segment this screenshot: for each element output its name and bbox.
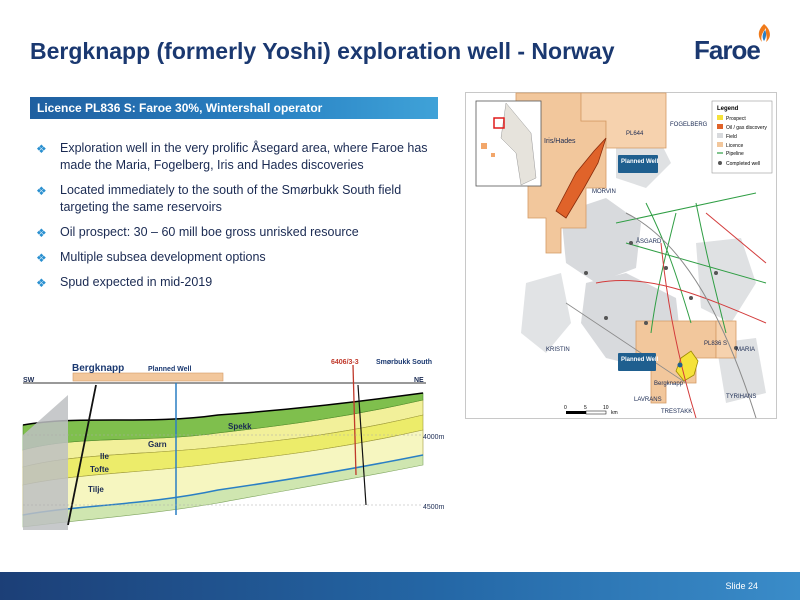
list-item: ❖ Multiple subsea development options — [36, 250, 266, 265]
diamond-bullet-icon: ❖ — [36, 142, 47, 156]
formation-garn: Garn — [148, 440, 167, 449]
section-well-6406: 6406/3-3 — [331, 359, 359, 366]
list-item: ❖ Oil prospect: 30 – 60 mill boe gross unrisked resource — [36, 225, 359, 240]
scale-0: 0 — [564, 405, 567, 411]
legend-item: Licence — [726, 143, 744, 149]
legend-item: Completed well — [726, 161, 761, 167]
section-planned-well: Planned Well — [148, 366, 192, 373]
formation-tilje: Tilje — [88, 485, 104, 494]
map-label-pl644: PL644 — [626, 131, 644, 137]
scale-5: 5 — [584, 405, 587, 411]
map-label-pl836s: PL836 S — [704, 341, 728, 347]
planned-well-north: Planned Well — [621, 159, 659, 165]
formation-spekk: Spekk — [228, 422, 252, 431]
legend-item: Field — [726, 134, 737, 140]
map-label-fogelberg: FOGELBERG — [670, 122, 708, 128]
depth-4500: 4500m — [423, 504, 445, 511]
list-item: ❖ Exploration well in the very prolific Åsegard area, where Faroe has made the Maria, Fogelberg, Iris and Hades discoveries — [36, 141, 428, 172]
logo-text: Faroe — [694, 35, 760, 65]
cross-section-graphic — [18, 355, 445, 530]
slide-title: Bergknapp (formerly Yoshi) exploration well - Norway — [30, 38, 615, 64]
map-label-lavrans: LAVRANS — [634, 397, 662, 403]
slide-number: Slide 24 — [725, 581, 758, 591]
map-graphic — [466, 93, 776, 418]
licence-map — [465, 92, 777, 419]
scale-10: 10 — [603, 405, 609, 411]
list-item: ❖ Located immediately to the south of the Smørbukk South field targeting the same reservoirs — [36, 183, 402, 214]
bullet-list — [36, 140, 436, 299]
cross-section — [18, 355, 445, 530]
depth-4000: 4000m — [423, 434, 445, 441]
map-label-maria: MARIA — [736, 347, 756, 353]
licence-banner — [30, 97, 438, 119]
formation-tofte: Tofte — [90, 465, 109, 474]
section-smorbukk-south: Smørbukk South — [376, 359, 433, 366]
flame-icon — [754, 22, 774, 48]
diamond-bullet-icon: ❖ — [36, 276, 47, 290]
footer-bar — [0, 572, 800, 600]
formation-ile: Ile — [100, 452, 109, 461]
section-sw: SW — [23, 377, 35, 384]
map-label-iris-hades: Iris/Hades — [544, 138, 576, 145]
map-label-bergknapp: Bergknapp — [654, 381, 684, 387]
map-label-kristin: KRISTIN — [546, 347, 570, 353]
scale-unit: km — [611, 410, 618, 416]
legend-item: Pipeline — [726, 151, 744, 157]
list-item: ❖ Spud expected in mid-2019 — [36, 275, 213, 290]
planned-well-south: Planned Well — [621, 357, 659, 363]
map-label-tyrihans: TYRIHANS — [726, 394, 757, 400]
faroe-logo — [694, 22, 774, 70]
legend-item: Prospect — [726, 116, 746, 122]
legend-title: Legend — [717, 106, 739, 112]
section-bergknapp: Bergknapp — [72, 363, 125, 374]
diamond-bullet-icon: ❖ — [36, 226, 47, 240]
legend-item: Oil / gas discovery — [726, 125, 767, 131]
diamond-bullet-icon: ❖ — [36, 184, 47, 198]
map-label-trestakk: TRESTAKK — [661, 409, 693, 415]
map-label-asgard: ÅSGARD — [636, 239, 662, 245]
map-label-morvin: MORVIN — [592, 189, 616, 195]
section-ne: NE — [414, 377, 424, 384]
banner-text: Licence PL836 S: Faroe 30%, Wintershall operator — [37, 101, 323, 115]
diamond-bullet-icon: ❖ — [36, 251, 47, 265]
